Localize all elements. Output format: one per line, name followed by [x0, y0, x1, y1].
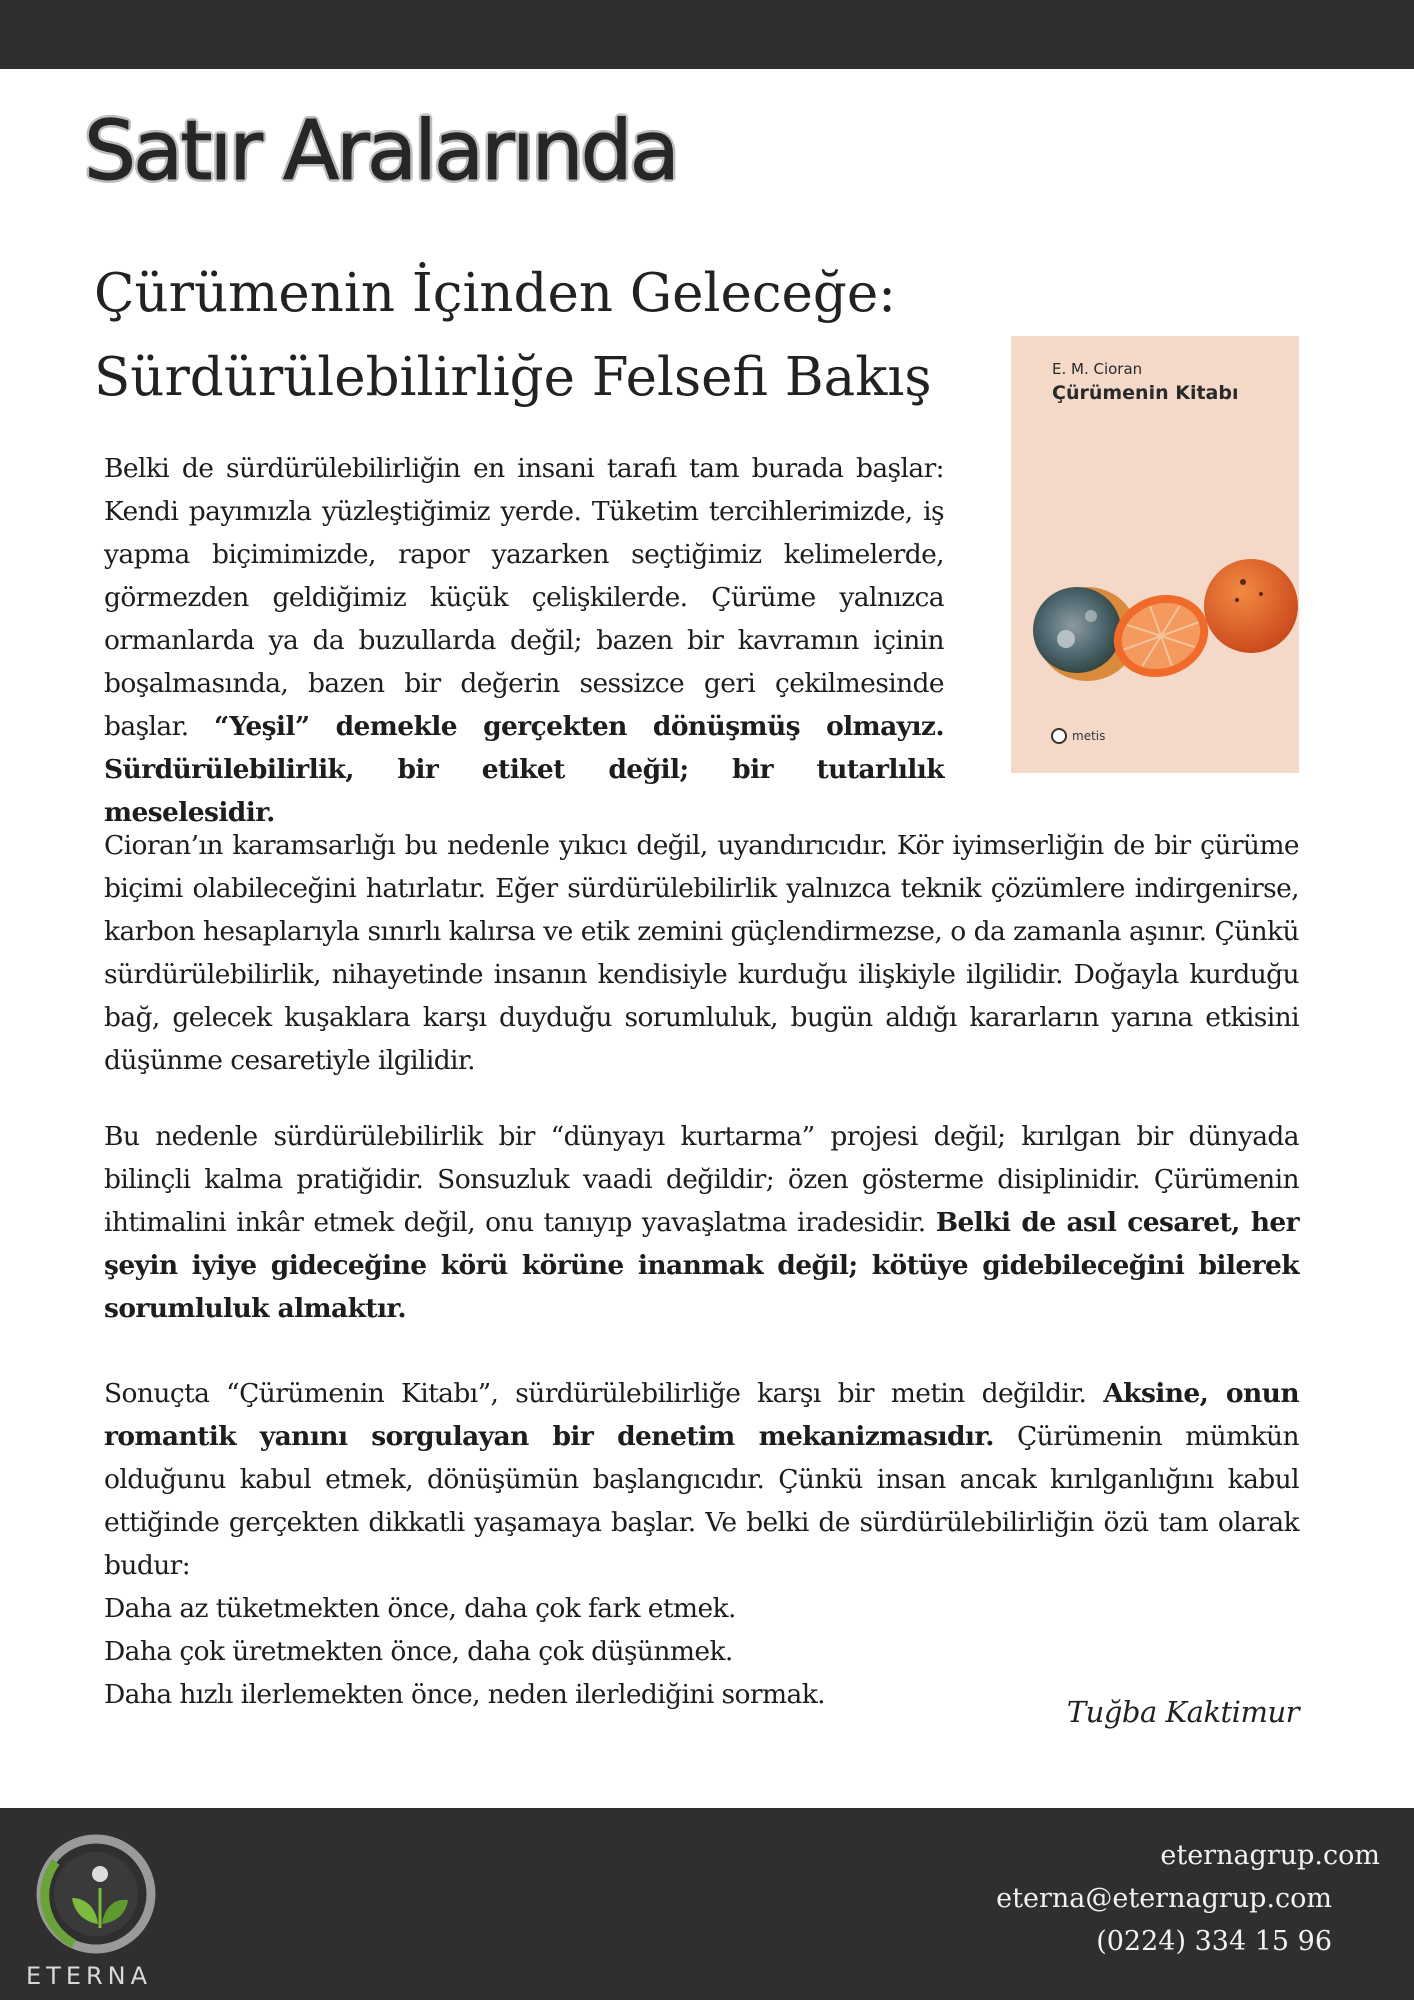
article-title-line-2: Sürdürülebilirliğe Felsefi Bakış — [94, 347, 932, 408]
paragraph-4 — [104, 1372, 1299, 1716]
article-title-line-1: Çürümenin İçinden Geleceğe: — [94, 263, 897, 324]
whole-orange — [1204, 559, 1298, 653]
paragraph-3 — [104, 1115, 1299, 1330]
paragraph-1 — [104, 447, 944, 834]
publisher-logo-icon — [1051, 728, 1067, 744]
website-link[interactable]: eternagrup.com — [1160, 1840, 1380, 1871]
article-title — [94, 252, 932, 420]
author-signature: Tuğba Kaktimur — [1066, 1695, 1299, 1729]
paragraph-1-emphasis: “Yeşil” demekle gerçekten dönüşmüş olmayız. Sürdürülebilirlik, bir etiket değil; bir tutarlılık meselesidir. — [104, 711, 944, 828]
eterna-leaf-icon — [26, 1832, 176, 1962]
paragraph-4-text: Sonuçta “Çürümenin Kitabı”, sürdürülebilirliğe karşı bir metin değildir. — [104, 1378, 1104, 1409]
paragraph-1-text: Belki de sürdürülebilirliğin en insani tarafı tam burada başlar: Kendi payımızla yüzleştiğimiz yerde. Tüketim tercihlerimizde, iş yapma biçimimizde, rapor yazarken seçtiğimiz kelimelerde, görmezden geldiğimiz küçük çelişkilerde. Çürüme yalnızca ormanlarda ya da buzullarda değil; bazen bir kavramın içinin boşalmasında, bazen bir değerin sessizce geri çekilmesinde başlar. — [104, 453, 944, 742]
book-cover-image — [1011, 336, 1299, 773]
publisher-name: metis — [1072, 729, 1106, 743]
eterna-logo — [26, 1832, 176, 1992]
top-bar — [0, 0, 1414, 69]
contact-info — [996, 1834, 1380, 1963]
eterna-wordmark: ETERNA — [26, 1962, 153, 1990]
closing-line-2: Daha çok üretmekten önce, daha çok düşünmek. — [104, 1636, 733, 1667]
section-title: Satır Aralarında — [84, 104, 677, 199]
paragraph-4-emphasis: Aksine, onun romantik yanını sorgulayan bir denetim mekanizmasıdır. — [104, 1378, 1299, 1452]
phone-number[interactable]: (0224) 334 15 96 — [1096, 1926, 1332, 1957]
book-title: Çürümenin Kitabı — [1052, 382, 1239, 404]
paragraph-2 — [104, 824, 1299, 1082]
paragraph-2-text: Cioran’ın karamsarlığı bu nedenle yıkıcı değil, uyandırıcıdır. Kör iyimserliğin de bir çürüme biçimi olabileceğini hatırlatır. Eğer sürdürülebilirlik yalnızca teknik çözümlere indirgenirse, karbon hesaplarıyla sınırlı kalırsa ve etik zemini güçlendirmezse, o da zamanla aşınır. Çünkü sürdürülebilirlik, nihayetinde insanın kendisiyle kurduğu ilişkiyle ilgilidir. Doğayla kurduğu bağ, gelecek kuşaklara karşı duyduğu sorumluluk, bugün aldığı kararların yarına etkisini düşünme cesaretiyle ilgilidir. — [104, 830, 1299, 1076]
book-author: E. M. Cioran — [1052, 360, 1143, 378]
closing-line-1: Daha az tüketmekten önce, daha çok fark etmek. — [104, 1593, 736, 1624]
email-link[interactable]: eterna@eternagrup.com — [996, 1883, 1332, 1914]
footer — [0, 1808, 1414, 2000]
paragraph-4-body — [104, 1372, 1299, 1587]
closing-line-3: Daha hızlı ilerlemekten önce, neden ilerlediğini sormak. — [104, 1679, 825, 1710]
orange-half — [1102, 582, 1220, 690]
paragraph-3-emphasis: Belki de asıl cesaret, her şeyin iyiye gideceğine körü körüne inanmak değil; kötüye gidebileceğini bilerek sorumluluk almaktır. — [104, 1207, 1299, 1324]
paragraph-3-text: Bu nedenle sürdürülebilirlik bir “dünyayı kurtarma” projesi değil; kırılgan bir dünyada bilinçli kalma pratiğidir. Sonsuzluk vaadi değildir; özen gösterme disiplinidir. Çürümenin ihtimalini inkâr etmek değil, onu tanıyıp yavaşlatma iradesidir. — [104, 1121, 1299, 1238]
publisher — [1051, 728, 1105, 744]
paragraph-4-text-continued: Çürümenin mümkün olduğunu kabul etmek, dönüşümün başlangıcıdır. Çünkü insan ancak kırılganlığını kabul ettiğinde gerçekten dikkatli yaşamaya başlar. Ve belki de sürdürülebilirliğin özü tam olarak budur: — [104, 1421, 1299, 1581]
